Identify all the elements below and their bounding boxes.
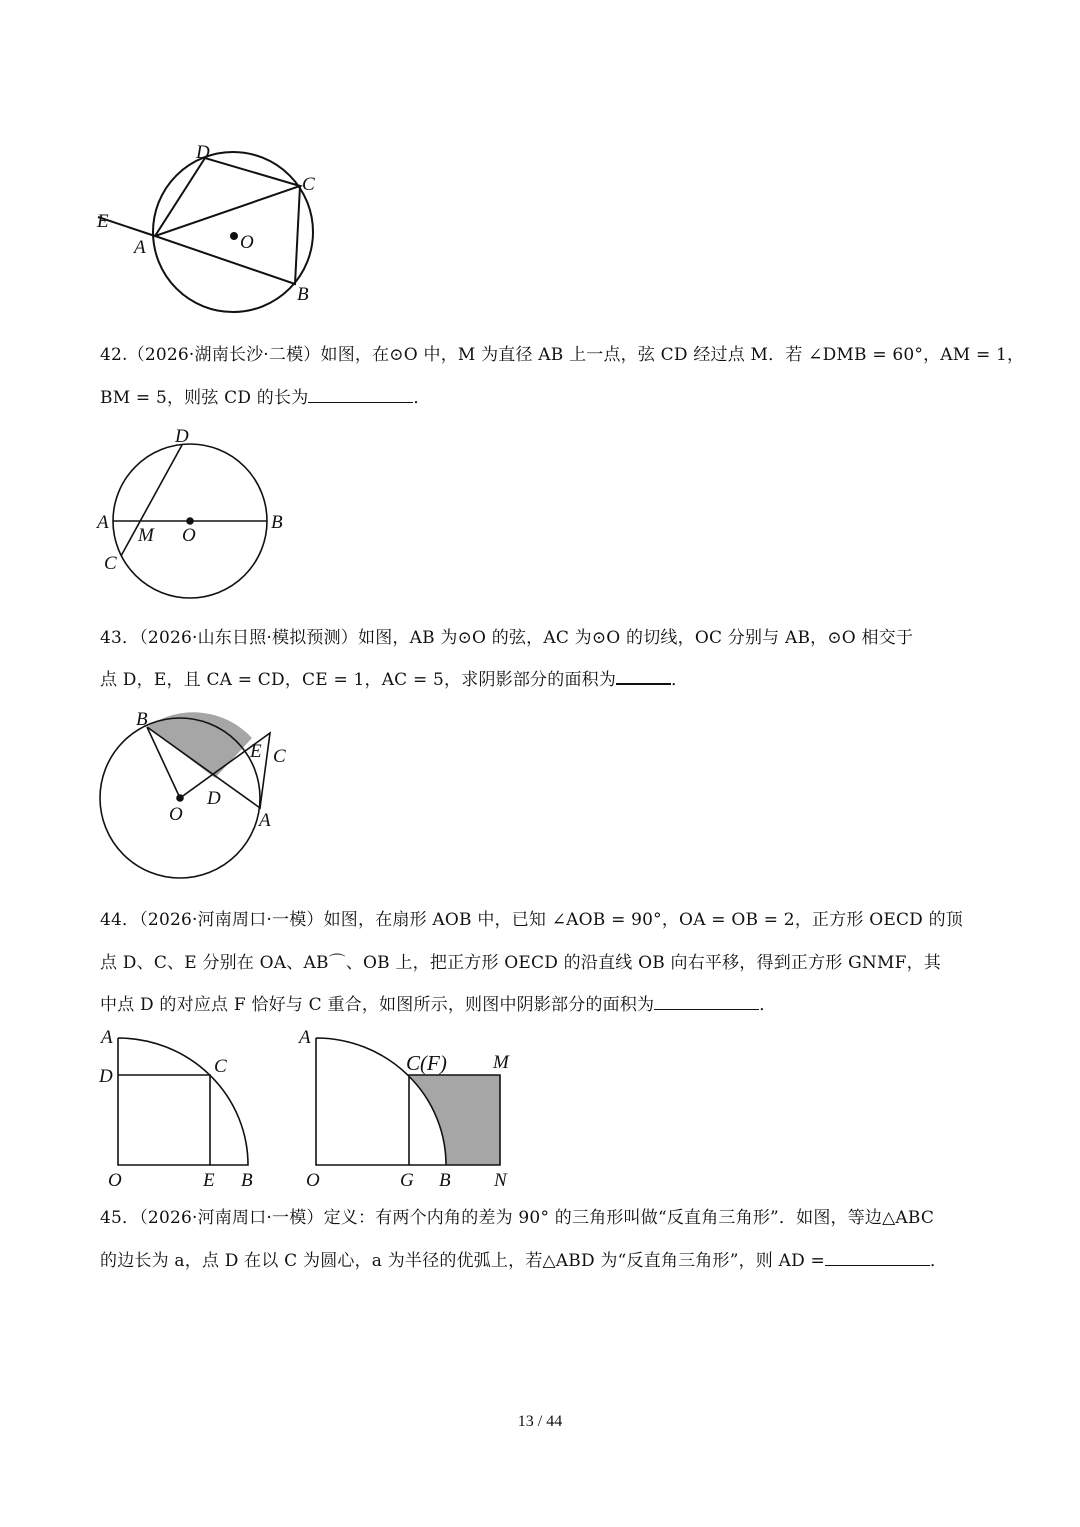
label-b: B: [439, 1170, 451, 1191]
question-45-line-2: [100, 1246, 947, 1271]
label-o: O: [108, 1170, 122, 1191]
label-e: E: [97, 211, 109, 232]
period: ．: [929, 1251, 948, 1271]
text: BM = 5，则弦 CD 的长为: [100, 388, 309, 408]
question-42-line-2: [100, 383, 431, 408]
text: 点 D，E，且 CA = CD，CE = 1，AC = 5，求阴影部分的面积为: [100, 670, 617, 690]
label-o: O: [169, 804, 183, 825]
period: ．: [413, 388, 431, 408]
center-dot: [231, 233, 237, 239]
label-b: B: [271, 512, 283, 533]
question-44-line-1: 44．（2026·河南周口·一模）如图，在扇形 AOB 中，已知 ∠AOB = 90°，OA = OB = 2，正方形 OECD 的顶: [100, 910, 964, 930]
label-d: D: [99, 1066, 113, 1087]
label-e: E: [203, 1170, 215, 1191]
label-b: B: [297, 284, 309, 305]
label-d: D: [196, 142, 210, 163]
figure-41: [96, 142, 315, 312]
label-d: D: [175, 426, 189, 447]
period: ．: [759, 995, 777, 1015]
label-e: E: [250, 741, 262, 762]
question-45-line-1: 45．（2026·河南周口·一模）定义：有两个内角的差为 90° 的三角形叫做“反直角三角形”．如图，等边△ABC: [100, 1208, 935, 1228]
label-a: A: [97, 512, 109, 533]
label-g: G: [400, 1170, 414, 1191]
figure-42: [95, 426, 283, 598]
label-a: A: [101, 1027, 113, 1048]
question-44-line-2: 点 D、C、E 分别在 OA、AB⌒、OB 上，把正方形 OECD 的沿直线 OB 向右平移，得到正方形 GNMF，其: [100, 953, 941, 973]
figure-lines: [98, 158, 300, 284]
question-43-line-1: 43．（2026·山东日照·模拟预测）如图，AB 为⊙O 的弦，AC 为⊙O 的切线，OC 分别与 AB，⊙O 相交于: [100, 628, 914, 648]
label-c: C: [302, 174, 315, 195]
answer-blank[interactable]: [825, 1249, 930, 1266]
question-44-line-3: [100, 990, 776, 1015]
label-b: B: [241, 1170, 253, 1191]
shaded-region: [409, 1075, 500, 1165]
label-o: O: [240, 232, 254, 253]
period: ．: [671, 670, 689, 690]
label-a: A: [259, 810, 271, 831]
figure-43: [100, 709, 286, 878]
label-c: C: [104, 553, 117, 574]
label-c: C: [214, 1056, 227, 1077]
circle-o: [153, 152, 313, 312]
label-o: O: [182, 525, 196, 546]
label-o: O: [306, 1170, 320, 1191]
text: 的边长为 a，点 D 在以 C 为圆心，a 为半径的优弧上，若△ABD 为“反直角三角形”，则 AD =: [100, 1251, 825, 1271]
shaded-region: [147, 712, 252, 778]
figure-44-left: [98, 1027, 253, 1191]
label-cf: C(F): [406, 1051, 447, 1075]
answer-blank[interactable]: [616, 667, 671, 685]
label-a: A: [299, 1027, 311, 1048]
figure-44-right: [297, 1027, 510, 1191]
label-b: B: [136, 709, 148, 730]
label-n: N: [494, 1170, 507, 1191]
answer-blank[interactable]: [308, 386, 413, 403]
label-a: A: [134, 237, 146, 258]
question-42-line-1: 42.（2026·湖南长沙·二模）如图，在⊙O 中，M 为直径 AB 上一点，弦 CD 经过点 M．若 ∠DMB = 60°，AM = 1，: [100, 345, 1025, 365]
label-m: M: [493, 1052, 509, 1073]
text: 中点 D 的对应点 F 恰好与 C 重合，如图所示，则图中阴影部分的面积为: [100, 995, 655, 1015]
question-43-line-2: [100, 665, 688, 690]
page-number: 13 / 44: [517, 1413, 563, 1430]
answer-blank[interactable]: [654, 993, 759, 1010]
label-d: D: [207, 788, 221, 809]
label-m: M: [138, 525, 154, 546]
label-c: C: [273, 746, 286, 767]
